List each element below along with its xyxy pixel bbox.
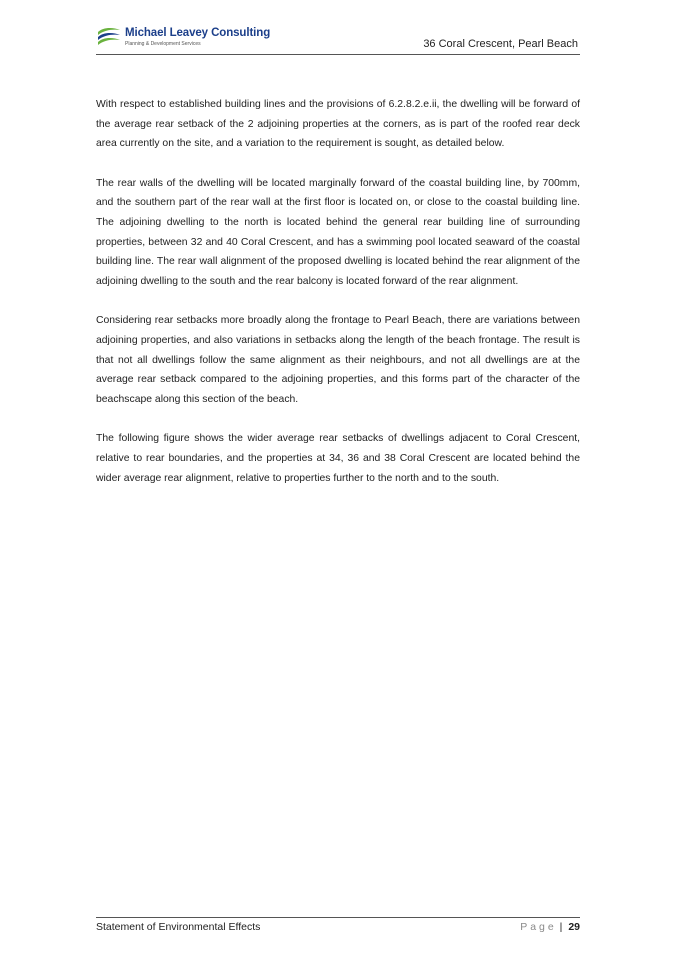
footer-document-title: Statement of Environmental Effects: [96, 921, 261, 933]
body-paragraph-1: With respect to established building lines and the provisions of 6.2.8.2.e.ii, the dwelling will be forward of the average rear setback of the 2 adjoining properties at the corners, as is part of the roofed rear deck area currently on the site, and a variation to the requirement is sought, as detailed below.: [96, 99, 580, 150]
body-paragraph-2: The rear walls of the dwelling will be located marginally forward of the coastal building line, by 700mm, and the southern part of the rear wall at the first floor is located on, or close to the coastal building line. The adjoining dwelling to the north is located behind the general rear building line of surrounding properties, between 32 and 40 Coral Crescent, and has a swimming pool located seaward of the coastal building line. The rear wall alignment of the proposed dwelling is located behind the rear alignment of the adjoining dwelling to the south and the rear balcony is located forward of the rear alignment.: [96, 177, 580, 287]
body-paragraph-3: Considering rear setbacks more broadly along the frontage to Pearl Beach, there are variations between adjoining properties, and also variations in setbacks along the length of the beach frontage. The result is that not all dwellings follow the same alignment as their neighbours, and not all dwellings are at the average rear setback compared to the adjoining properties, and this forms part of the character of the beachscape along this section of the beach.: [96, 315, 580, 405]
logo-company-name: Michael Leavey Consulting: [125, 27, 271, 39]
body-paragraph-4: The following figure shows the wider average rear setbacks of dwellings adjacent to Coral Crescent, relative to rear boundaries, and the properties at 34, 36 and 38 Coral Crescent are located behind the wider average rear alignment, relative to properties further to the north and to the south.: [96, 433, 580, 484]
footer-page-separator: |: [559, 921, 563, 933]
header-site-address: 36 Coral Crescent, Pearl Beach: [423, 38, 578, 50]
document-body: [96, 95, 580, 508]
company-logo: [96, 24, 271, 52]
footer-page-number: 29: [568, 921, 580, 933]
footer-page-indicator: [520, 921, 580, 933]
page-header: [96, 18, 580, 55]
logo-tagline: Planning & Development Services: [125, 41, 201, 47]
footer-page-label: Page: [520, 921, 557, 933]
page-footer: [96, 917, 580, 938]
swoosh-logo-icon: [96, 24, 122, 50]
